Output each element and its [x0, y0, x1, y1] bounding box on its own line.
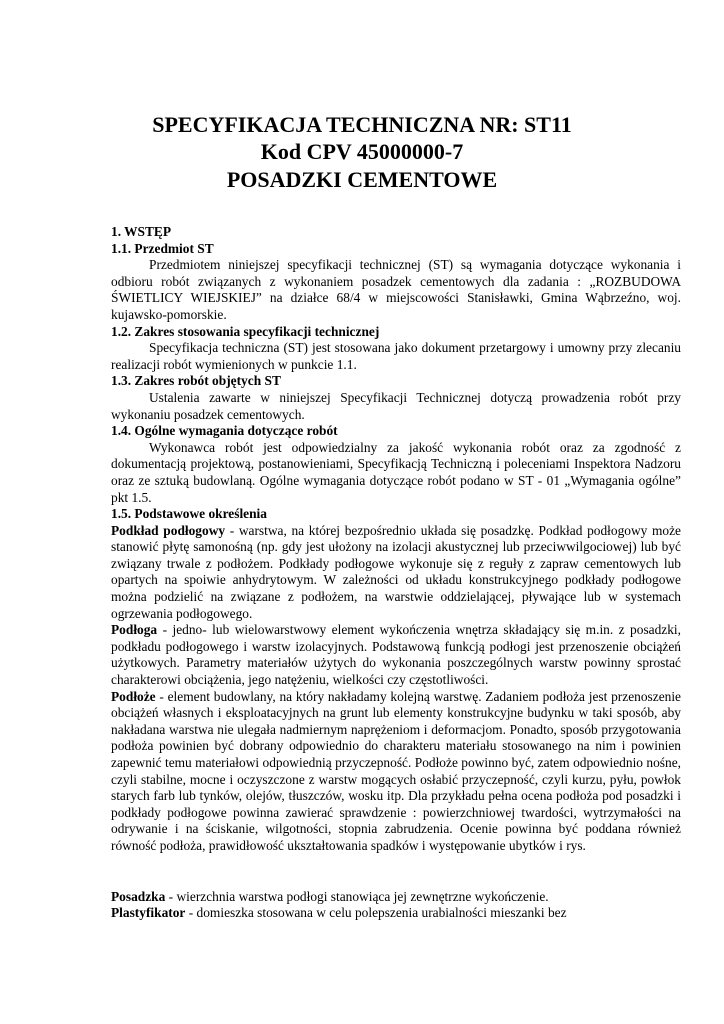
term-plastyfikator: Plastyfikator [111, 905, 186, 921]
text-podklad: - warstwa, na której bezpośrednio układa się posadzkę. Podkład podłogowy może stanowić płytę samonośną (np. gdy jest ułożony na izolacji akustycznej lub przeciwwilgociowej) lub być związany trwale z podłożem. Podkłady podłogowe wykonuje się z reguły z zapraw cementowych lub opartych na spoiwie anhydrytowym. W zależności od układu konstrukcyjnego podkłady podłogowe można podzielić na związane z podłożem, na warstwie oddzielającej, pływające lub w systemach ogrzewania podłogowego. [111, 522, 681, 621]
text-podloze: - element budowlany, na który nakładamy kolejną warstwę. Zadaniem podłoża jest przenoszenie obciążeń własnych i eksploatacyjnych na grunt lub elementy konstrukcyjne budynku w taki sposób, aby nakładana warstwa nie ulegała nadmiernym naprężeniom i deformacjom. Ponadto, sposób przygotowania podłoża powinien być dobrany odpowiednio do charakteru materiału stosowanego na nim i powinien zapewnić temu materiałowi odpowiednią przyczepność. Podłoże powinno być, zatem odpowiednio nośne, czyli stabilne, mocne i oczyszczone z warstw mogących osłabić przyczepność, czyli kurzu, pyłu, powłok starych farb lub tynków, olejów, tłuszczów, wosku itp. Dla przykładu pełna ocena podłoża pod posadzki i podkłady podłogowe powinna zawierać sprawdzenie : powierzchniowej twardości, wytrzymałości na odrywanie i na ściskanie, wilgotności, stopnia zabrudzenia. Ocenie powinna być poddana również równość podłoża, prawidłowość ukształtowania spadków i występowanie ubytków i rys. [111, 688, 681, 853]
heading-1-4: 1.4. Ogólne wymagania dotyczące robót [111, 423, 338, 439]
spec-title: SPECYFIKACJA TECHNICZNA NR: ST11 [152, 112, 572, 137]
paragraph-1-3: Ustalenia zawarte w niniejszej Specyfikacji Technicznej dotyczą prowadzenia robót przy wykonaniu posadzek cementowych. [111, 389, 681, 422]
definition-podklad [111, 523, 681, 623]
definition-posadzka [111, 889, 681, 906]
heading-1-2: 1.2. Zakres stosowania specyfikacji technicznej [111, 323, 380, 339]
definition-plastyfikator [111, 905, 681, 922]
spec-subject: POSADZKI CEMENTOWE [226, 167, 498, 192]
paragraph-1-4: Wykonawca robót jest odpowiedzialny za jakość wykonania robót oraz za zgodność z dokumentacją projektową, postanowieniami, Specyfikacją Techniczną i poleceniami Inspektora Nadzoru oraz ze sztuką budowlaną. Ogólne wymagania dotyczące robót podano w ST - 01 „Wymagania ogólne” pkt 1.5. [111, 439, 681, 505]
term-posadzka: Posadzka [111, 888, 166, 904]
term-podloze: Podłoże [111, 688, 156, 704]
heading-1-1: 1.1. Przedmiot ST [111, 240, 214, 256]
paragraph-1-2: Specyfikacja techniczna (ST) jest stosowana jako dokument przetargowy i umowny przy zlecaniu realizacji robót wymienionych w punkcie 1.1. [111, 340, 681, 372]
text-posadzka: - wierzchnia warstwa podłogi stanowiąca jej zewnętrzne wykończenie. [165, 888, 549, 904]
heading-1-5: 1.5. Podstawowe określenia [111, 506, 267, 522]
paragraph-1-1: Przedmiotem niniejszej specyfikacji technicznej (ST) są wymagania dotyczące wykonania i odbioru robót związanych z wykonaniem posadzek cementowych dla zadania : „ROZBUDOWA ŚWIETLICY WIEJSKIEJ” na działce 68/4 w miejscowości Stanisławki, Gmina Wąbrzeźno, woj. kujawsko-pomorskie. [111, 257, 681, 322]
term-podklad: Podkład podłogowy [111, 522, 226, 538]
term-podloga: Podłoga [111, 622, 158, 638]
definition-podloga [111, 622, 681, 688]
document-body [111, 224, 681, 922]
heading-1: 1. WSTĘP [111, 224, 172, 239]
heading-1-3: 1.3. Zakres robót objętych ST [111, 373, 281, 389]
spacer [111, 855, 681, 889]
text-plastyfikator: - domieszka stosowana w celu polepszenia urabialności mieszanki bez [185, 905, 567, 921]
cpv-code: Kod CPV 45000000-7 [260, 139, 464, 164]
text-podloga: - jedno- lub wielowarstwowy element wykończenia wnętrza składający się m.in. z posadzki, podkładu podłogowego i warstw izolacyjnych. Podstawową funkcją podłogi jest przenoszenie obciążeń użytkowych. Parametry materiałów użytych do wykonania poszczególnych warstw powinny sprostać charakterowi obciążenia, jego natężeniu, wielkości czy częstotliwości. [111, 622, 681, 688]
definition-podloze [111, 689, 681, 855]
